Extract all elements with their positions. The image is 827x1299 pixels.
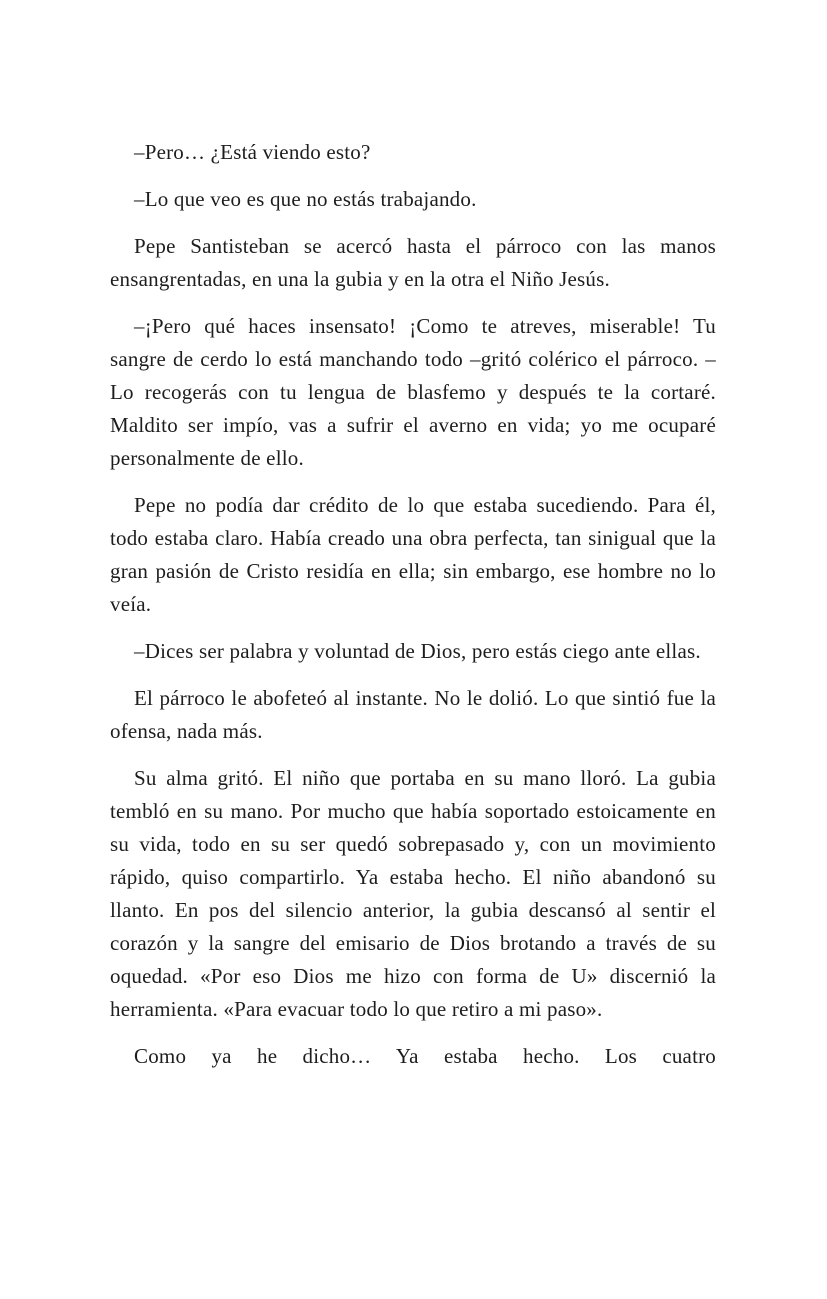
- paragraph: Pepe Santisteban se acercó hasta el párroco con las manos ensangrentadas, en una la gubia y en la otra el Niño Jesús.: [110, 234, 716, 291]
- paragraph: Como ya he dicho… Ya estaba hecho. Los cuatro: [134, 1044, 716, 1068]
- paragraph: Su alma gritó. El niño que portaba en su mano lloró. La gubia tembló en su mano. Por mucho que había soportado estoicamente en su vida, todo en su ser quedó sobrepasado y, con un movimiento rápido, quiso compartirlo. Ya estaba hecho. El niño abandonó su llanto. En pos del silencio anterior, la gubia descansó al sentir el corazón y la sangre del emisario de Dios brotando a través de su oquedad. «Por eso Dios me hizo con forma de U» discernió la herramienta. «Para evacuar todo lo que retiro a mi paso».: [110, 766, 716, 1021]
- text-column: [110, 136, 716, 1087]
- paragraph: –Lo que veo es que no estás trabajando.: [134, 187, 477, 211]
- paragraph: El párroco le abofeteó al instante. No le dolió. Lo que sintió fue la ofensa, nada más.: [110, 686, 716, 743]
- paragraph: –¡Pero qué haces insensato! ¡Como te atreves, miserable! Tu sangre de cerdo lo está manchando todo –gritó colérico el párroco. –Lo recogerás con tu lengua de blasfemo y después te la cortaré. Maldito ser impío, vas a sufrir el averno en vida; yo me ocuparé personalmente de ello.: [110, 314, 716, 470]
- paragraph: –Pero… ¿Está viendo esto?: [134, 140, 371, 164]
- paragraph: –Dices ser palabra y voluntad de Dios, pero estás ciego ante ellas.: [134, 639, 701, 663]
- paragraph: Pepe no podía dar crédito de lo que estaba sucediendo. Para él, todo estaba claro. Había creado una obra perfecta, tan sinigual que la gran pasión de Cristo residía en ella; sin embargo, ese hombre no lo veía.: [110, 493, 716, 616]
